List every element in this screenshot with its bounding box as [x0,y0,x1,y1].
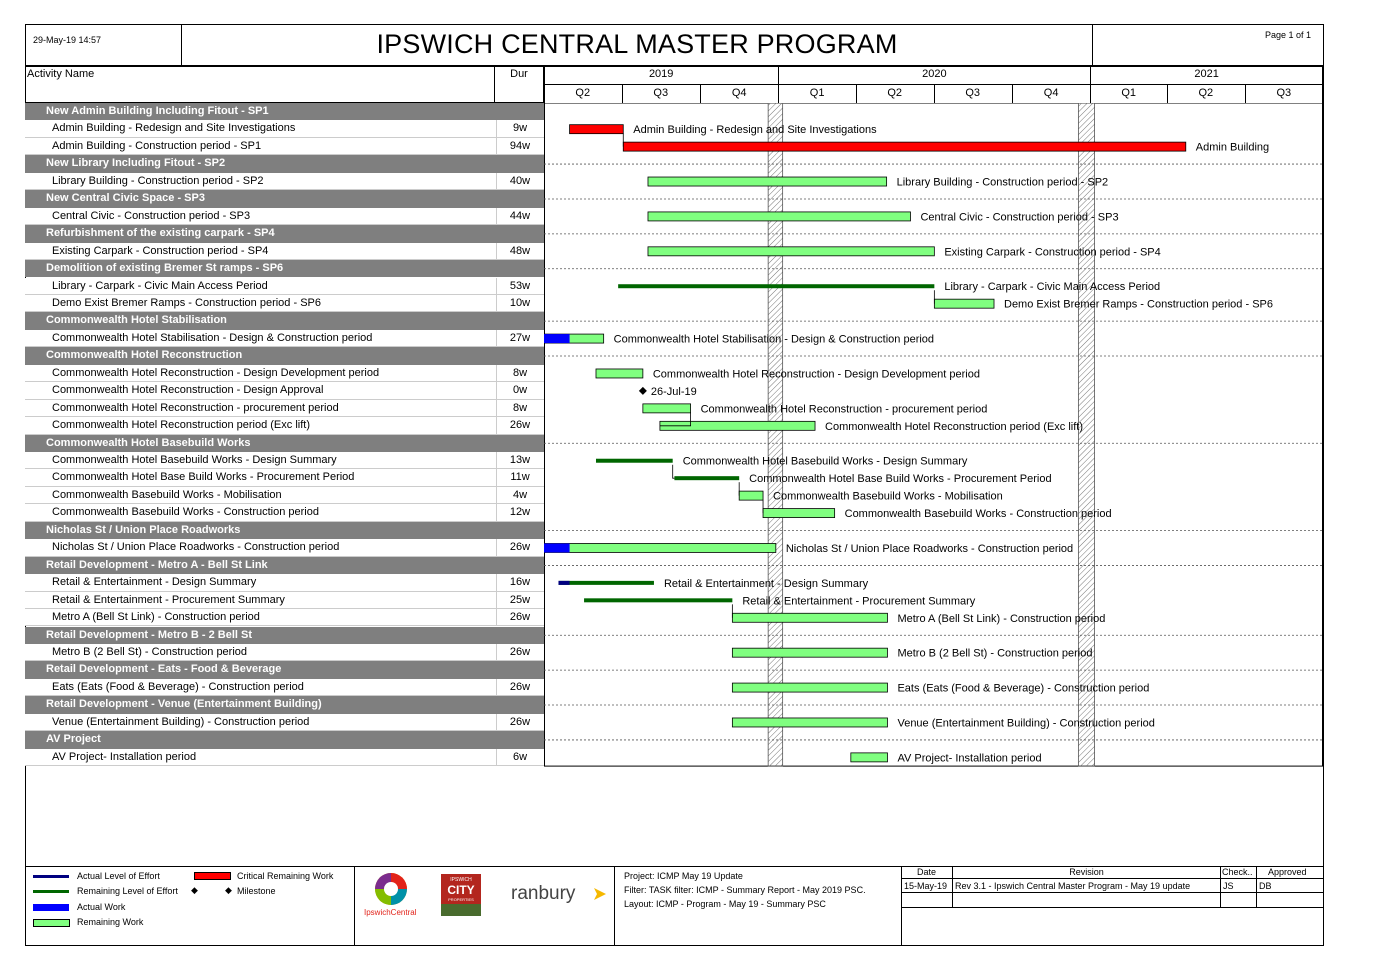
project-name: Project: ICMP May 19 Update [624,871,743,881]
activity-row [25,173,544,190]
activity-row [25,679,544,696]
activity-bar [544,543,776,552]
activity-bar [648,247,934,256]
activity-name: Commonwealth Hotel Reconstruction [46,349,243,362]
activity-row [25,120,544,137]
activity-row [25,382,544,399]
wbs-group-row [25,190,544,207]
bar-label: Eats (Eats (Food & Beverage) - Construction period [897,682,1150,695]
activity-duration: 25w [496,592,543,608]
activity-bar [623,142,1186,151]
activity-name: Nicholas St / Union Place Roadworks - Construction period [52,541,340,554]
year-label: 2020 [922,68,947,80]
activity-name: Metro B (2 Bell St) - Construction period [52,645,248,658]
wbs-group-row [25,661,544,678]
activity-name: Library - Carpark - Civic Main Access Period [52,279,268,292]
activity-bar [851,753,888,762]
bar-label: Existing Carpark - Construction period - SP4 [944,246,1161,259]
bar-label: Commonwealth Hotel Basebuild Works - Design Summary [682,455,968,468]
activity-row [25,469,544,486]
bar-label: Nicholas St / Union Place Roadworks - Construction period [785,542,1074,555]
activity-duration: 16w [496,574,543,590]
quarter-divider [544,84,545,104]
activity-duration: 8w [496,400,543,416]
activity-duration: 26w [496,417,543,433]
bar-label: Metro A (Bell St Link) - Construction period [897,612,1106,625]
activity-bar [618,284,934,288]
rev-col-divider [1220,866,1221,907]
wbs-group-row [25,347,544,364]
footer-divider [614,866,615,946]
activity-row [25,452,544,469]
activity-duration: 26w [496,714,543,730]
bar-label: Library - Carpark - Civic Main Access Period [944,281,1161,294]
activity-name: Commonwealth Hotel Base Build Works - Procurement Period [52,471,355,484]
bar-label: Commonwealth Basebuild Works - Construction period [844,508,1112,521]
activity-name: Library Building - Construction period - SP2 [52,174,264,187]
bar-label: Metro B (2 Bell St) - Construction period [897,647,1093,660]
activity-name: Commonwealth Hotel Reconstruction - Design Approval [52,384,324,397]
quarter-label: Q1 [1121,87,1136,99]
activity-duration: 94w [496,138,543,154]
activity-name: AV Project [46,733,101,746]
page-number: Page 1 of 1 [1265,30,1312,40]
activity-name: Retail Development - Venue (Entertainment Building) [46,698,322,711]
activity-duration: 27w [496,330,543,346]
quarter-divider [700,84,701,104]
gantt-plot-area [545,103,1323,766]
bar-label: Admin Building [1195,141,1270,154]
quarter-divider [1245,84,1246,104]
legend-label: Critical Remaining Work [237,871,334,881]
activity-bar [763,509,835,518]
quarter-label: Q2 [887,87,903,99]
bar-label: Commonwealth Hotel Base Build Works - Procurement Period [749,473,1052,486]
bar-label: Library Building - Construction period - SP2 [896,176,1109,189]
city-logo-line: CITY [447,883,475,897]
activity-duration: 26w [496,679,543,695]
wbs-group-row [25,155,544,172]
year-label: 2021 [1194,68,1219,80]
activity-column-header: Activity Name [27,68,95,80]
activity-bar [570,125,624,134]
activity-name: Commonwealth Basebuild Works - Mobilisation [52,488,282,501]
quarter-label: Q2 [575,87,591,99]
legend-swatch-critical [194,872,231,880]
activity-row [25,208,544,225]
quarter-divider [1167,84,1168,104]
legend-label: Remaining Level of Effort [77,886,178,896]
quarter-divider [1090,84,1091,104]
activity-row [25,609,544,626]
wbs-group-row [25,225,544,242]
activity-row [25,539,544,556]
quarter-label: Q3 [1276,87,1292,99]
rev-rule [901,907,1324,908]
activity-name: AV Project- Installation period [52,750,197,763]
activity-row [25,574,544,591]
activity-row [25,243,544,260]
activity-row [25,487,544,504]
activity-row [25,504,544,521]
activity-bar [584,598,732,602]
activity-name: Commonwealth Hotel Reconstruction - procurement period [52,401,339,414]
milestone-label: 26-Jul-19 [650,385,697,398]
activity-name: Retail Development - Metro B - 2 Bell St [46,628,252,641]
activity-duration: 48w [496,243,543,259]
quarter-label: Q3 [653,87,669,99]
legend-label: Remaining Work [77,917,144,927]
activity-row [25,644,544,661]
activity-duration: 8w [496,365,543,381]
activity-bar [648,177,887,186]
year-label: 2019 [648,68,674,80]
activity-bar [596,459,673,463]
rev-col-divider [1256,866,1257,907]
activity-duration: 13w [496,452,543,468]
rev-checked: JS [1223,881,1234,891]
rev-rule [901,892,1324,893]
ipswich-central-wordmark: IpswichCentral [364,908,417,917]
rev-header-approved: Approved [1268,867,1307,877]
bar-label: Retail & Entertainment - Procurement Summary [742,595,976,608]
bar-label: Central Civic - Construction period - SP3 [920,211,1119,224]
activity-bar [643,404,691,413]
activity-name: Commonwealth Hotel Basebuild Works - Design Summary [52,454,337,466]
timescale-edge [1322,67,1323,104]
activity-name: Venue (Entertainment Building) - Construction period [52,715,310,728]
rev-description: Rev 3.1 - Ipswich Central Master Program - May 19 update [955,881,1191,891]
wbs-group-row [25,435,544,452]
activity-bar [648,212,911,221]
quarter-label: Q1 [809,87,825,99]
ranbury-logo: ranbury [511,883,576,904]
quarter-label: Q4 [731,87,747,99]
activity-duration: 26w [496,644,543,660]
rev-date: 15-May-19 [904,881,948,891]
activity-name: New Admin Building Including Fitout - SP1 [46,105,269,117]
gantt-chart [544,103,1324,768]
activity-row [25,749,544,766]
activity-name: Commonwealth Hotel Stabilisation [46,314,227,327]
activity-name: Retail Development - Metro A - Bell St Link [46,558,268,571]
city-logo-line: IPSWICH [450,877,472,883]
activity-duration: 6w [496,749,543,765]
activity-row [25,138,544,155]
bar-label: AV Project- Installation period [897,752,1042,765]
milestone-icon: ◆ [225,885,232,895]
activity-duration: 4w [496,487,543,503]
activity-row [25,400,544,417]
activity-row [25,295,544,312]
quarter-label: Q4 [1043,87,1059,99]
legend-swatch-remaining-loe [33,890,69,893]
activity-name: Refurbishment of the existing carpark - SP4 [46,227,275,240]
actual-progress-bar [544,543,570,552]
activity-bar [732,718,887,727]
bar-label: Admin Building - Redesign and Site Investigations [633,124,877,137]
activity-name: Commonwealth Hotel Basebuild Works [46,436,251,449]
activity-duration: 10w [496,295,543,311]
activity-name: Retail & Entertainment - Design Summary [52,576,257,589]
activity-name: Commonwealth Hotel Stabilisation - Design & Construction period [52,331,373,344]
quarter-label: Q3 [965,87,981,99]
activity-name: Nicholas St / Union Place Roadworks [46,523,241,536]
ipswich-city-properties-logo [441,874,481,916]
rev-approved: DB [1259,881,1272,891]
non-work-period-band [1078,103,1094,766]
legend-swatch-actual-work [33,904,69,911]
activity-name: Admin Building - Redesign and Site Investigations [52,122,296,135]
bar-label: Commonwealth Basebuild Works - Mobilisation [773,490,1003,503]
header-divider [1092,24,1093,66]
wbs-group-row [25,627,544,644]
activity-name: Commonwealth Basebuild Works - Construction period [52,506,319,519]
activity-duration: 12w [496,504,543,520]
activity-bar [732,648,887,657]
actual-progress-bar [558,581,569,585]
activity-name: New Central Civic Space - SP3 [46,192,205,205]
activity-name: Metro A (Bell St Link) - Construction period [52,611,260,624]
non-work-period-band [768,103,782,766]
milestone-icon: ◆ [191,885,198,895]
rev-header-date: Date [916,867,936,877]
activity-name: Commonwealth Hotel Reconstruction period (Exc lift) [52,419,310,432]
activity-name: Demolition of existing Bremer St ramps - SP6 [46,262,284,275]
activity-name: Eats (Eats (Food & Beverage) - Construction period [52,680,304,693]
quarter-label: Q2 [1198,87,1214,99]
bar-label: Demo Exist Bremer Ramps - Construction period - SP6 [1004,298,1273,311]
activity-bar [739,491,763,500]
activity-name: Admin Building - Construction period - SP1 [52,139,262,152]
activity-row [25,330,544,347]
activity-row [25,714,544,731]
activity-name: New Library Including Fitout - SP2 [46,157,226,170]
activity-row [25,278,544,295]
legend-swatch-actual-loe [33,875,69,878]
activity-header [25,66,544,103]
rev-rule [901,878,1324,879]
legend-swatch-remaining-work [33,919,70,927]
activity-name: Central Civic - Construction period - SP3 [52,209,251,222]
wbs-group-row [25,522,544,539]
activity-name: Existing Carpark - Construction period - SP4 [52,244,269,257]
activity-name: Demo Exist Bremer Ramps - Construction period - SP6 [52,296,321,309]
activity-bar [732,683,887,692]
activity-bar [674,476,739,480]
layout-info: Layout: ICMP - Program - May 19 - Summary PSC [624,899,826,909]
activity-duration: 53w [496,278,543,294]
city-logo-skyline [441,904,481,916]
wbs-group-row [25,103,544,120]
activity-bar [558,581,653,585]
wbs-group-row [25,557,544,574]
activity-row [25,417,544,434]
activity-duration: 9w [496,120,543,136]
wbs-group-row [25,260,544,277]
legend-label: Actual Work [77,902,126,912]
ranbury-arrow-icon [592,886,608,902]
activity-duration: 0w [496,382,543,398]
timescale-header [544,66,1323,104]
bar-label: Venue (Entertainment Building) - Construction period [897,717,1155,730]
bar-label: Commonwealth Hotel Reconstruction - procurement period [700,403,988,416]
activity-duration: 26w [496,609,543,625]
city-logo-line: PROPERTIES [448,897,474,902]
activity-duration: 44w [496,208,543,224]
activity-bar [934,299,994,308]
quarter-divider [622,84,623,104]
activity-duration: 26w [496,539,543,555]
bar-label: Commonwealth Hotel Stabilisation - Design & Construction period [613,333,935,346]
activity-row [25,592,544,609]
rev-header-revision: Revision [1069,867,1104,877]
bar-label: Commonwealth Hotel Reconstruction - Design Development period [652,368,980,381]
dur-column-header: Dur [510,68,528,80]
activity-bar [596,369,643,378]
quarter-divider [778,84,779,104]
activity-bar [732,613,887,622]
legend-label: Actual Level of Effort [77,871,160,881]
filter-info: Filter: TASK filter: ICMP - Summary Report - May 2019 PSC. [624,885,866,895]
page-title: IPSWICH CENTRAL MASTER PROGRAM [376,29,898,59]
bar-label: Commonwealth Hotel Reconstruction period (Exc lift) [825,420,1084,433]
ipswich-central-emblem-icon [367,870,415,908]
quarter-divider [856,84,857,104]
activity-name: Commonwealth Hotel Reconstruction - Design Development period [52,366,380,379]
rev-header-check: Check.. [1222,867,1253,877]
wbs-group-row [25,696,544,713]
footer-divider [354,866,355,946]
activity-duration: 40w [496,173,543,189]
activity-name: Retail Development - Eats - Food & Beverage [46,663,282,676]
activity-name: Retail & Entertainment - Procurement Summary [52,593,285,606]
wbs-group-row [25,731,544,748]
actual-progress-bar [544,334,570,343]
quarter-divider [1012,84,1013,104]
activity-duration: 11w [496,469,543,485]
quarter-divider [934,84,935,104]
wbs-group-row [25,312,544,329]
print-timestamp: 29-May-19 14:57 [33,35,102,45]
legend-label: Milestone [237,886,276,896]
activity-row [25,365,544,382]
bar-label: Retail & Entertainment - Design Summary [663,577,869,590]
